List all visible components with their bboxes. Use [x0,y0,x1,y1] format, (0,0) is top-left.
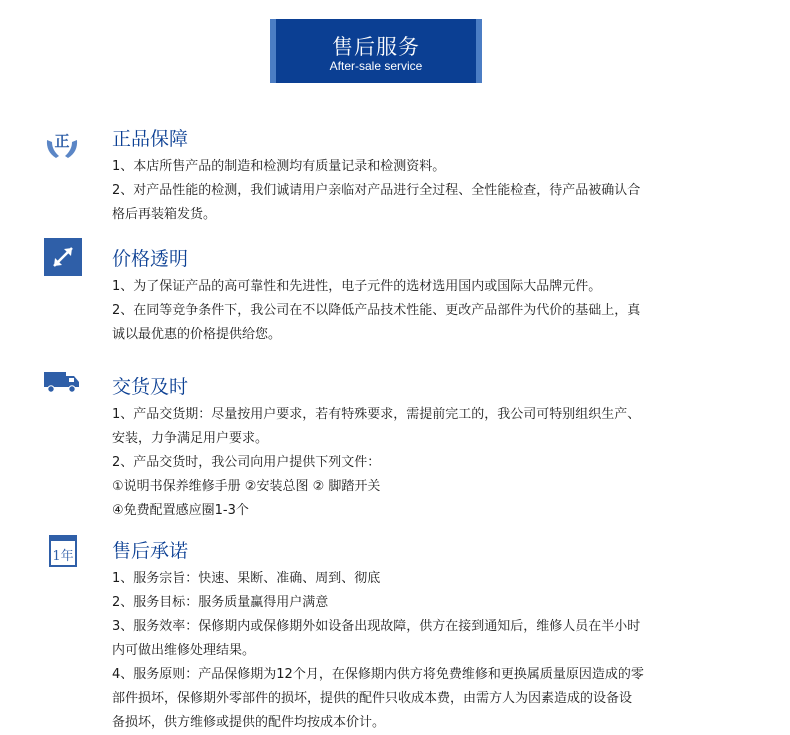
section-title: 正品保障 [112,128,189,150]
icon-glyph: 正 [54,132,70,150]
body-line: 2、服务目标：服务质量赢得用户满意 [112,595,329,610]
body-line: 1、为了保证产品的高可靠性和先进性，电子元件的选材选用国内或国际大品牌元件。 [112,279,602,294]
body-line: 内可做出维修处理结果。 [112,643,256,658]
expand-arrow-icon [44,238,82,276]
body-line: 4、服务原则：产品保修期为12个月，在保修期内供方将免费维修和更换属质量原因造成的零 [112,667,644,682]
body-line: ④免费配置感应圈1-3个 [112,503,249,518]
body-line: 2、在同等竞争条件下，我公司在不以降低产品技术性能、更改产品部件为代价的基础上，真 [112,303,641,318]
body-line: ①说明书保养维修手册 ②安装总图 ② 脚踏开关 [112,479,381,494]
section-title: 交货及时 [112,376,189,398]
body-line: 2、对产品性能的检测，我们诚请用户亲临对产品进行全过程、全性能检查，待产品被确认合 [112,183,641,198]
section-body [112,155,722,227]
zheng-character-hands-icon [44,126,80,162]
body-line: 部件损坏，保修期外零部件的损坏，提供的配件只收成本费，由需方人为因素造成的设备设 [112,691,633,706]
body-line: 格后再装箱发货。 [112,207,217,222]
banner-title: 售后服务 [332,35,420,59]
body-line: 1、服务宗旨：快速、果断、准确、周到、彻底 [112,571,381,586]
delivery-truck-icon [42,368,82,398]
body-line: 诚以最优惠的价格提供给您。 [112,327,282,342]
banner-subtitle: After-sale service [329,59,423,73]
section-title: 价格透明 [112,248,189,270]
body-line: 1、产品交货期：尽量按用户要求，若有特殊要求，需提前完工的，我公司可特别组织生产、 [112,407,641,422]
body-line: 备损坏，供方维修或提供的配件均按成本价计。 [112,715,386,730]
body-line: 安装，力争满足用户要求。 [112,431,269,446]
section-body [112,403,722,523]
section-banner [270,19,482,83]
body-line: 3、服务效率：保修期内或保修期外如设备出现故障，供方在接到通知后，维修人员在半小时 [112,619,641,634]
section-title: 售后承诺 [112,540,189,562]
section-body [112,275,722,347]
body-line: 1、本店所售产品的制造和检测均有质量记录和检测资料。 [112,159,446,174]
body-line: 2、产品交货时，我公司向用户提供下列文件： [112,455,381,470]
section-body [112,567,722,735]
icon-glyph: 1年 [52,549,74,564]
banner-panel [276,19,476,83]
one-year-calendar-icon [48,534,78,568]
